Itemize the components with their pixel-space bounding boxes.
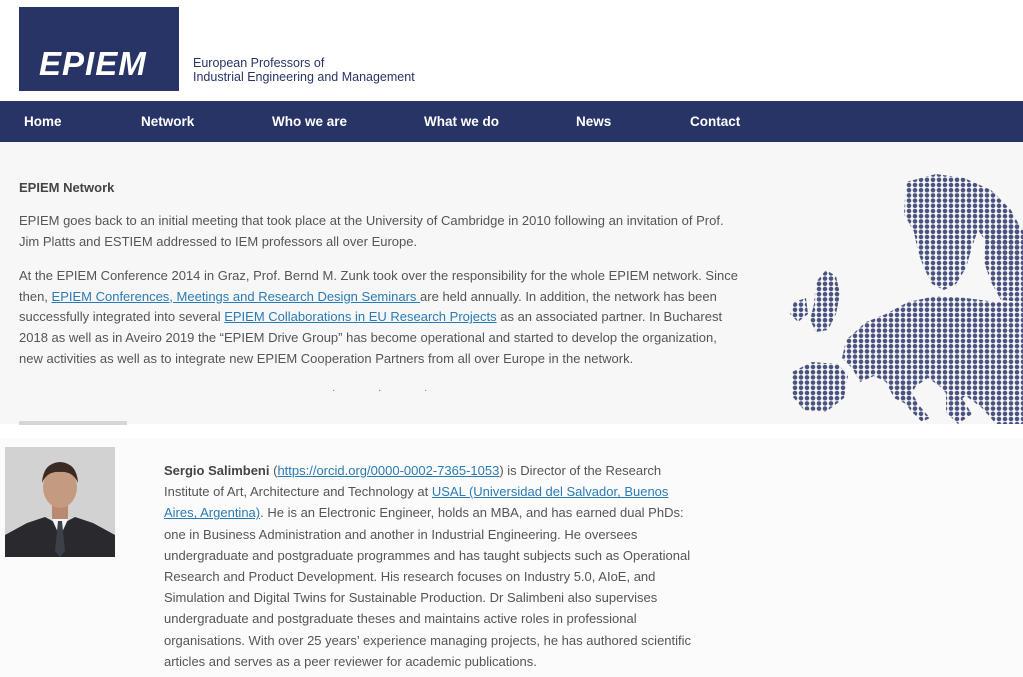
- europe-dot-map: [786, 172, 1023, 424]
- usal-link[interactable]: USAL (Universidad del Salvador, Buenos Aires, Argentina): [164, 484, 669, 521]
- bio-text-2: ) is Director of the Research Institute of Art, Architecture and Technology at: [164, 463, 662, 500]
- site-header: [0, 0, 1023, 101]
- nav-contact[interactable]: Contact: [690, 114, 741, 129]
- profile-bio: [164, 460, 694, 672]
- history-paragraph: [19, 266, 744, 370]
- main-navigation: [0, 101, 1023, 142]
- nav-what-we-do[interactable]: What we do: [424, 114, 499, 129]
- divider-bar: [19, 421, 127, 425]
- nav-who-we-are[interactable]: Who we are: [272, 114, 348, 129]
- epiem-logo[interactable]: [19, 7, 179, 91]
- nav-home[interactable]: Home: [24, 114, 62, 129]
- profile-section: [0, 438, 1023, 677]
- tagline-line-1: European Professors of: [193, 56, 325, 70]
- nav-news[interactable]: News: [576, 114, 612, 129]
- carousel-dot-3[interactable]: ·: [424, 385, 428, 396]
- network-section: [0, 142, 1023, 424]
- intro-paragraph: EPIEM goes back to an initial meeting that took place at the University of Cambridge in 2010 following an invitation of Prof. Jim Platts and ESTIEM addressed to IEM professors all over Europe.: [19, 213, 724, 249]
- profile-name: Sergio Salimbeni: [164, 463, 270, 478]
- orcid-link[interactable]: https://orcid.org/0000-0002-7365-1053: [277, 463, 500, 478]
- profile-photo: [5, 447, 115, 557]
- history-text-1: At the EPIEM Conference 2014 in Graz, Prof. Bernd M. Zunk took over the responsibility for the whole EPIEM network. Since then,: [19, 268, 738, 304]
- eu-projects-link[interactable]: EPIEM Collaborations in EU Research Projects: [224, 309, 497, 325]
- portrait-image: [5, 447, 115, 557]
- history-text-3: as an associated partner. In Bucharest 2018 as well as in Aveiro 2019 the “EPIEM Drive Group” has become operational and started to develop the organization, new activities as well as to integrate new EPIEM Cooperation Partners from all over Europe in the network.: [19, 309, 723, 366]
- history-text-2: are held annually. In addition, the network has been successfully integrated into several: [19, 288, 717, 325]
- nav-network[interactable]: Network: [141, 114, 195, 129]
- bio-text-1: (: [269, 463, 278, 478]
- conferences-link[interactable]: EPIEM Conferences, Meetings and Research Design Seminars: [51, 288, 421, 304]
- carousel-dot-1[interactable]: ·: [332, 385, 336, 396]
- tagline-line-2: Industrial Engineering and Management: [193, 70, 415, 84]
- section-title: EPIEM Network: [19, 180, 115, 195]
- carousel-dot-2[interactable]: ·: [378, 385, 382, 396]
- logo-text: EPIEM: [39, 45, 147, 82]
- bio-text-3: . He is an Electronic Engineer, holds an MBA, and has earned dual PhDs: one in Business Administration and another in Industrial Engineering. He oversees undergraduate and postgraduate programmes and has taught subjects such as Operational Research and Product Development. His research focuses on Industry 5.0, AIoE, and Simulation and Digital Twins for Sustainable Production. Dr Salimbeni also supervises undergraduate and postgraduate theses and maintains active roles in professional organisations. With over 25 years’ experience managing projects, he has authored scientific articles and serves as a peer reviewer for academic publications.: [164, 505, 692, 669]
- site-tagline: [193, 56, 415, 84]
